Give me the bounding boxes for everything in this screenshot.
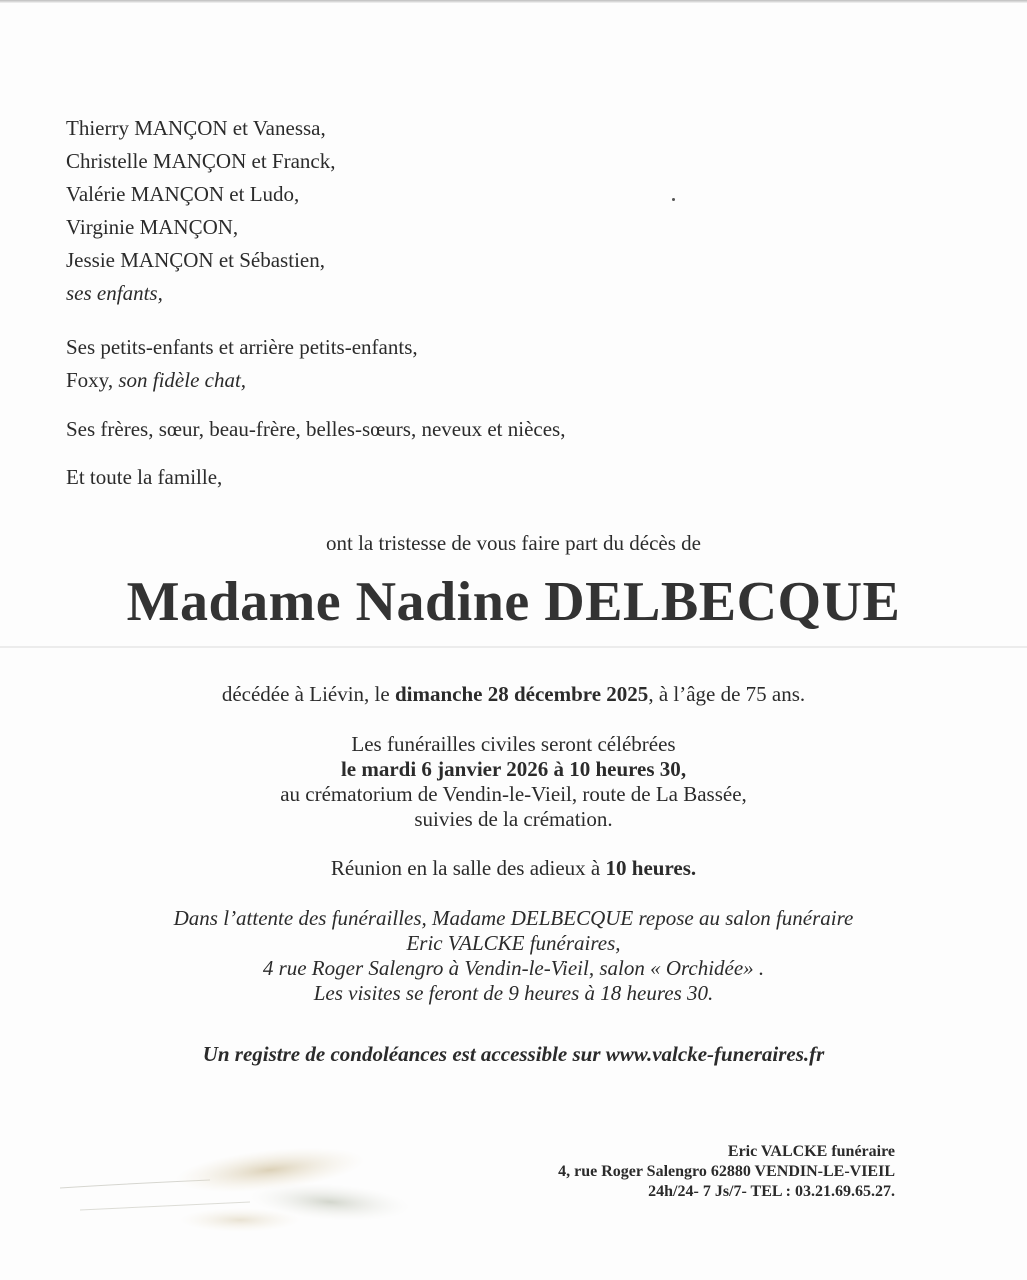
funeral-block — [0, 732, 1027, 832]
footer-contact: 24h/24- 7 Js/7- TEL : 03.21.69.65.27. — [648, 1183, 895, 1200]
reunion-block — [0, 856, 1027, 881]
funeral-home-footer — [558, 1142, 895, 1202]
scan-speck — [672, 198, 675, 201]
reunion-prefix: Réunion en la salle des adieux à — [330, 856, 606, 880]
siblings-line: Ses frères, sœur, beau-frère, belles-sœurs, neveux et nièces, — [66, 417, 566, 441]
reunion-time: 10 heures. — [605, 856, 697, 880]
deceased-name: Madame Nadine DELBECQUE — [126, 571, 901, 633]
death-suffix: , à l’âge de 75 ans. — [648, 682, 806, 706]
rest-line-2: Eric VALCKE funéraires, — [406, 931, 621, 955]
reunion-line — [0, 856, 1027, 881]
family-line-5: Jessie MANÇON et Sébastien, — [66, 248, 325, 272]
rest-block — [0, 906, 1027, 1006]
funeral-place: au crématorium de Vendin-le-Vieil, route de La Bassée, — [280, 782, 747, 806]
family-line-3: Valérie MANÇON et Ludo, — [66, 182, 300, 206]
rest-line-3: 4 rue Roger Salengro à Vendin-le-Vieil, salon « Orchidée» . — [262, 956, 765, 980]
all-family-line: Et toute la famille, — [66, 465, 223, 489]
funeral-date: le mardi 6 janvier 2026 à 10 heures 30 — [340, 757, 681, 781]
funeral-line-1: Les funérailles civiles seront célébrées — [351, 732, 676, 756]
family-line-2: Christelle MANÇON et Franck, — [66, 149, 336, 173]
pet-desc: son fidèle chat, — [118, 368, 247, 392]
announcement: ont la tristesse de vous faire part du décès de — [326, 531, 701, 555]
divider — [0, 646, 1027, 648]
top-edge-line — [0, 0, 1027, 3]
family-list — [66, 112, 565, 494]
footer-address: 4, rue Roger Salengro 62880 VENDIN-LE-VIEIL — [558, 1163, 895, 1180]
death-block — [0, 682, 1027, 707]
death-line — [0, 682, 1027, 707]
funeral-after: suivies de la crémation. — [414, 807, 613, 831]
grandchildren-line: Ses petits-enfants et arrière petits-enfants, — [66, 335, 418, 359]
rest-line-1: Dans l’attente des funérailles, Madame DELBECQUE repose au salon funéraire — [173, 906, 854, 930]
footer-name: Eric VALCKE funéraire — [727, 1143, 895, 1160]
registry-line: Un registre de condoléances est accessible sur www.valcke-funeraires.fr — [202, 1042, 825, 1066]
pet-line — [66, 364, 565, 397]
funeral-date-suffix: , — [680, 757, 687, 781]
grass-plume-decoration-icon — [60, 1140, 420, 1250]
rest-line-4: Les visites se feront de 9 heures à 18 heures 30. — [313, 981, 714, 1005]
pet-name: Foxy, — [66, 368, 114, 392]
family-line-4: Virginie MANÇON, — [66, 215, 239, 239]
children-label: ses enfants, — [66, 281, 163, 305]
family-line-1: Thierry MANÇON et Vanessa, — [66, 116, 326, 140]
funeral-date-line — [0, 757, 1027, 782]
death-date: dimanche 28 décembre 2025 — [394, 682, 649, 706]
death-prefix: décédée à Liévin, le — [221, 682, 395, 706]
